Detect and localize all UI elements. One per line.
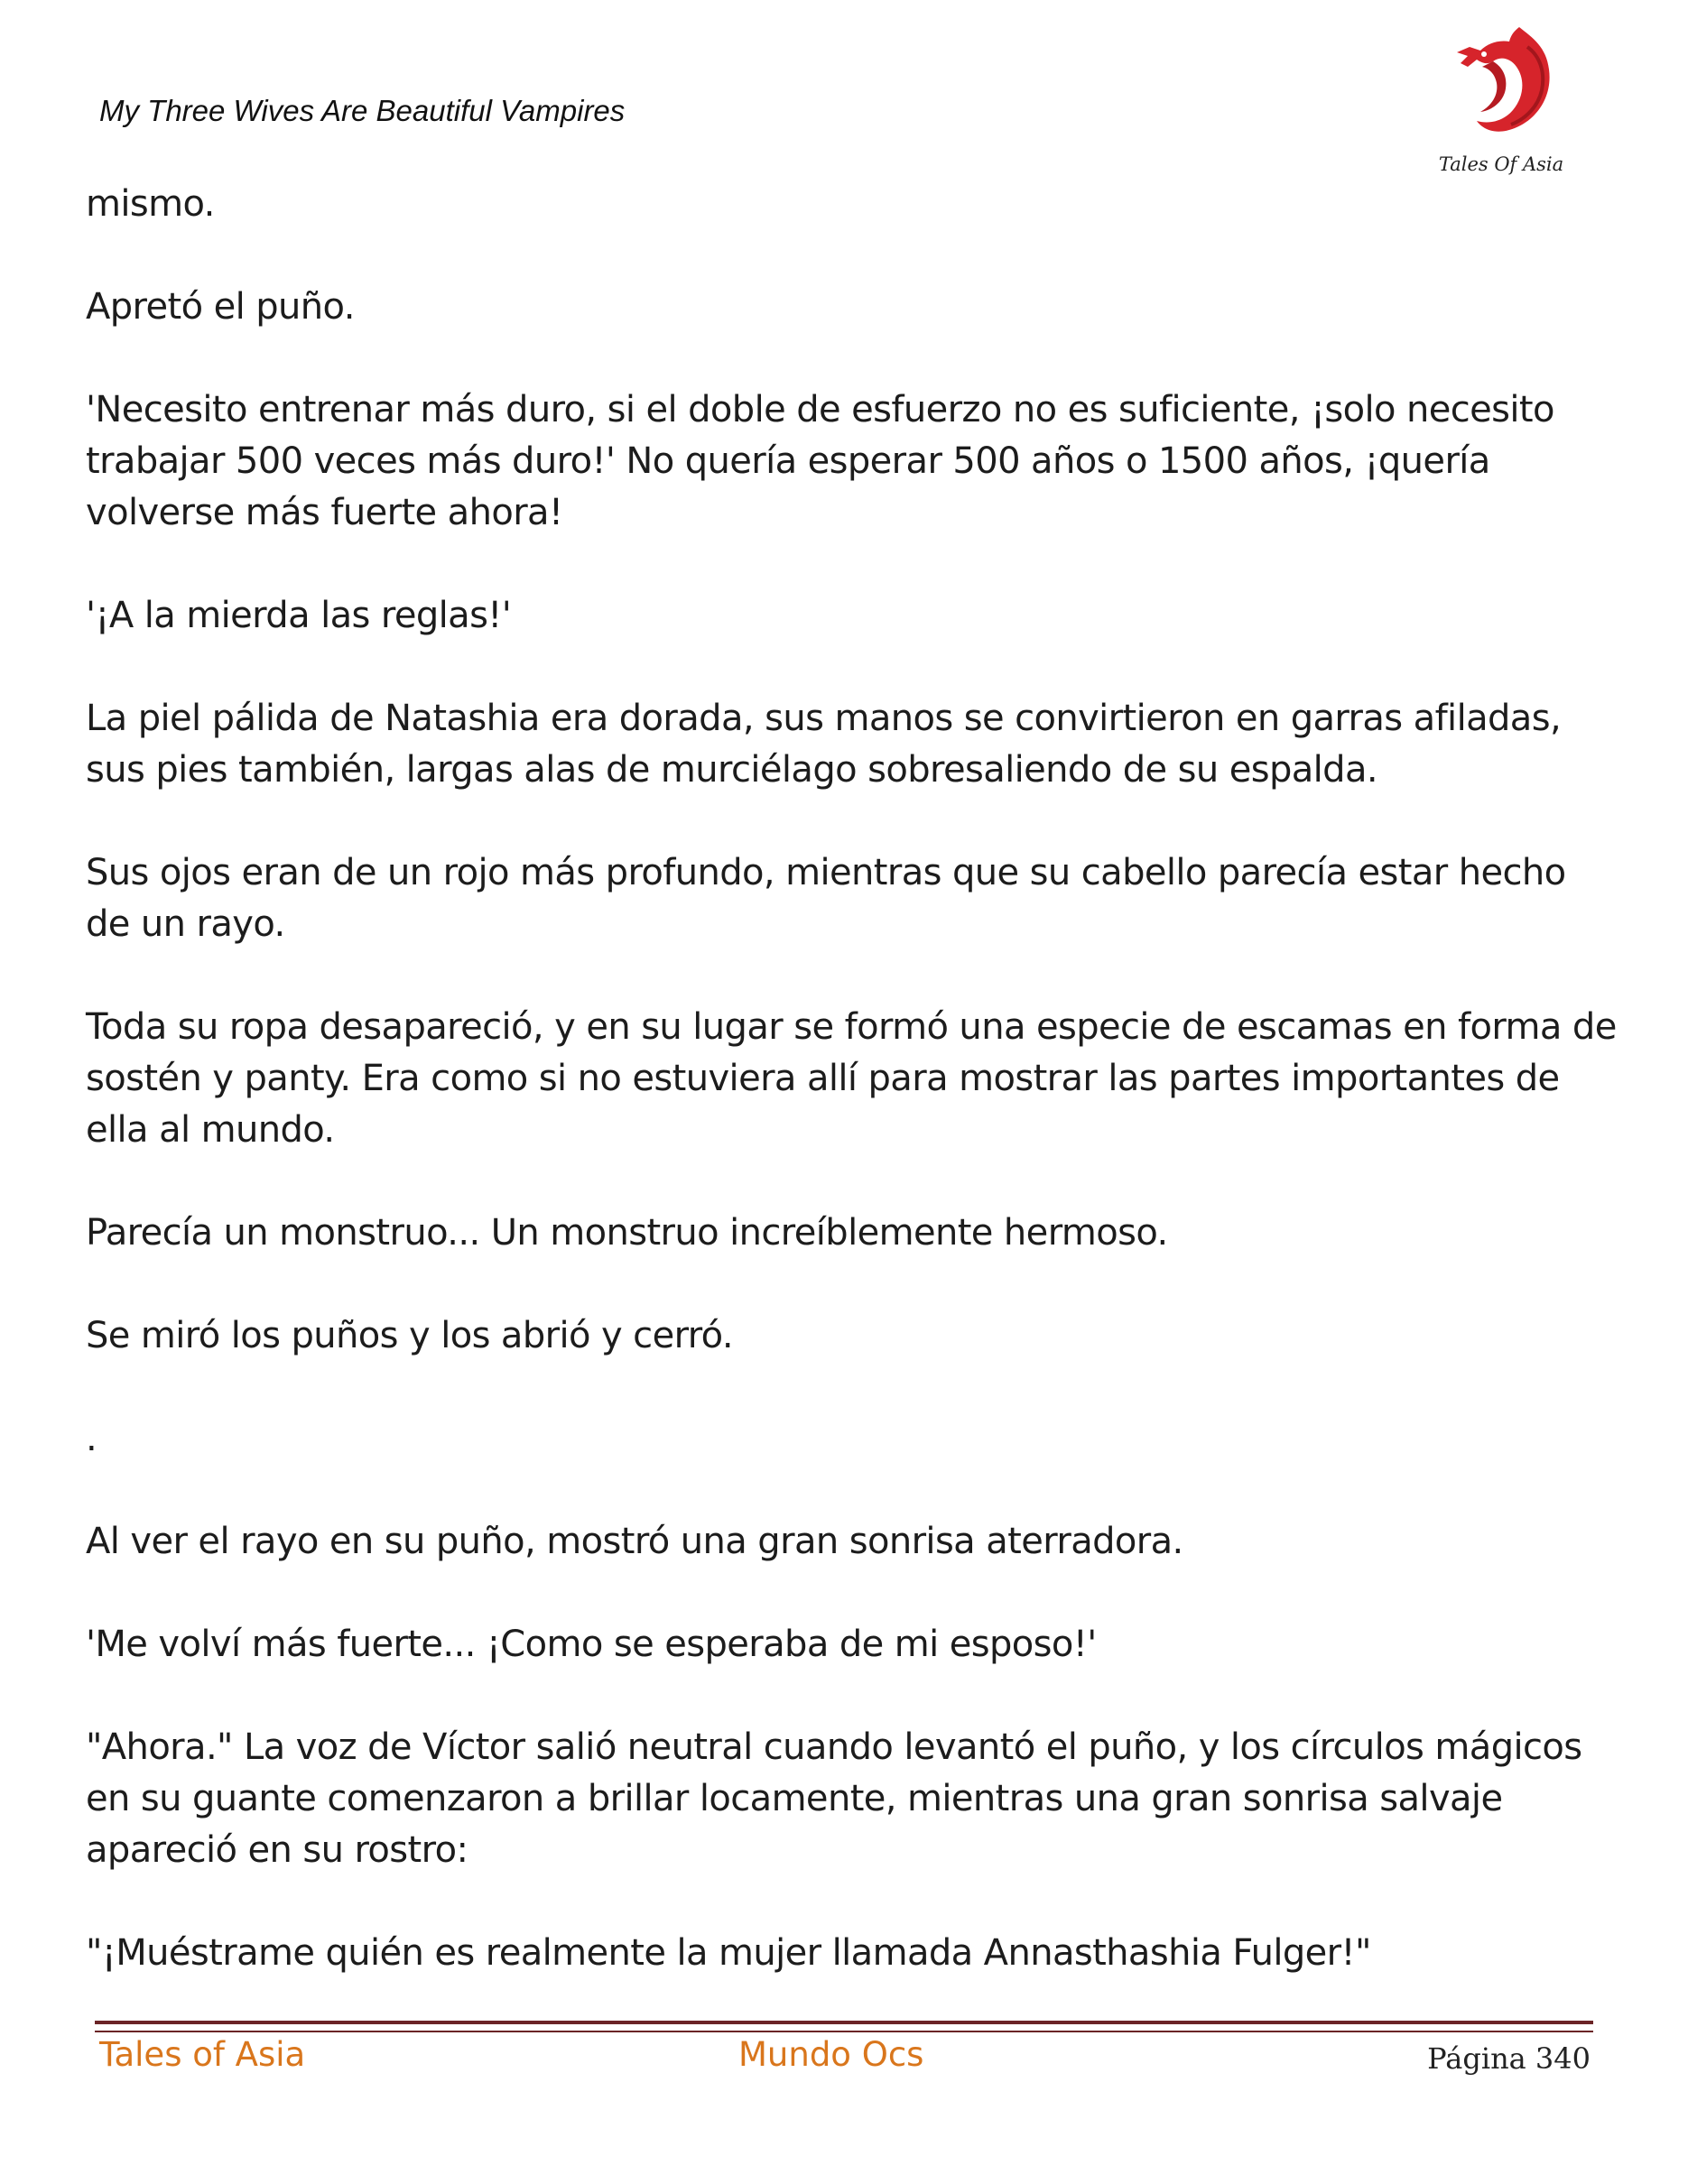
paragraph: "¡Muéstrame quién es realmente la mujer llamada Annasthashia Fulger!" xyxy=(86,1932,1371,1974)
paragraph: . xyxy=(86,1418,97,1459)
paragraph: Apretó el puño. xyxy=(86,286,355,328)
book-title: My Three Wives Are Beautiful Vampires xyxy=(99,94,626,127)
chapter-text xyxy=(86,179,1620,2031)
footer-publisher: Tales of Asia xyxy=(99,2035,306,2074)
paragraph: La piel pálida de Natashia era dorada, sus manos se convirtieron en garras afiladas, sus pies también, largas alas de murciélago sobresaliendo de su espalda. xyxy=(86,698,1562,791)
page-number: Página 340 xyxy=(1427,2041,1591,2076)
logo-text: Tales Of Asia xyxy=(1438,153,1564,175)
paragraph: 'Me volví más fuerte... ¡Como se esperaba de mi esposo!' xyxy=(86,1624,1097,1665)
paragraph: mismo. xyxy=(86,183,215,225)
paragraph: 'Necesito entrenar más duro, si el doble de esfuerzo no es suficiente, ¡solo necesito trabajar 500 veces más duro!' No quería esperar 500 años o 1500 años, ¡quería volverse más fuerte ahora! xyxy=(86,389,1554,533)
paragraph: Toda su ropa desapareció, y en su lugar se formó una especie de escamas en forma de sostén y panty. Era como si no estuviera allí para mostrar las partes importantes de ella al mundo. xyxy=(86,1006,1617,1151)
paragraph: Sus ojos eran de un rojo más profundo, mientras que su cabello parecía estar hecho de un rayo. xyxy=(86,852,1566,945)
red-dragon-icon xyxy=(1433,20,1569,155)
paragraph: "Ahora." La voz de Víctor salió neutral cuando levantó el puño, y los círculos mágicos en su guante comenzaron a brillar locamente, mientras una gran sonrisa salvaje apareció en su rostro: xyxy=(86,1726,1582,1871)
footer-section: Mundo Ocs xyxy=(738,2035,924,2074)
publisher-logo xyxy=(1433,20,1569,182)
paragraph: '¡A la mierda las reglas!' xyxy=(86,595,512,636)
paragraph: Al ver el rayo en su puño, mostró una gran sonrisa aterradora. xyxy=(86,1521,1183,1562)
footer-rule xyxy=(95,2021,1593,2024)
paragraph: Se miró los puños y los abrió y cerró. xyxy=(86,1315,733,1356)
footer-rule-thin xyxy=(95,2031,1593,2032)
paragraph: Parecía un monstruo... Un monstruo increíblemente hermoso. xyxy=(86,1212,1168,1254)
